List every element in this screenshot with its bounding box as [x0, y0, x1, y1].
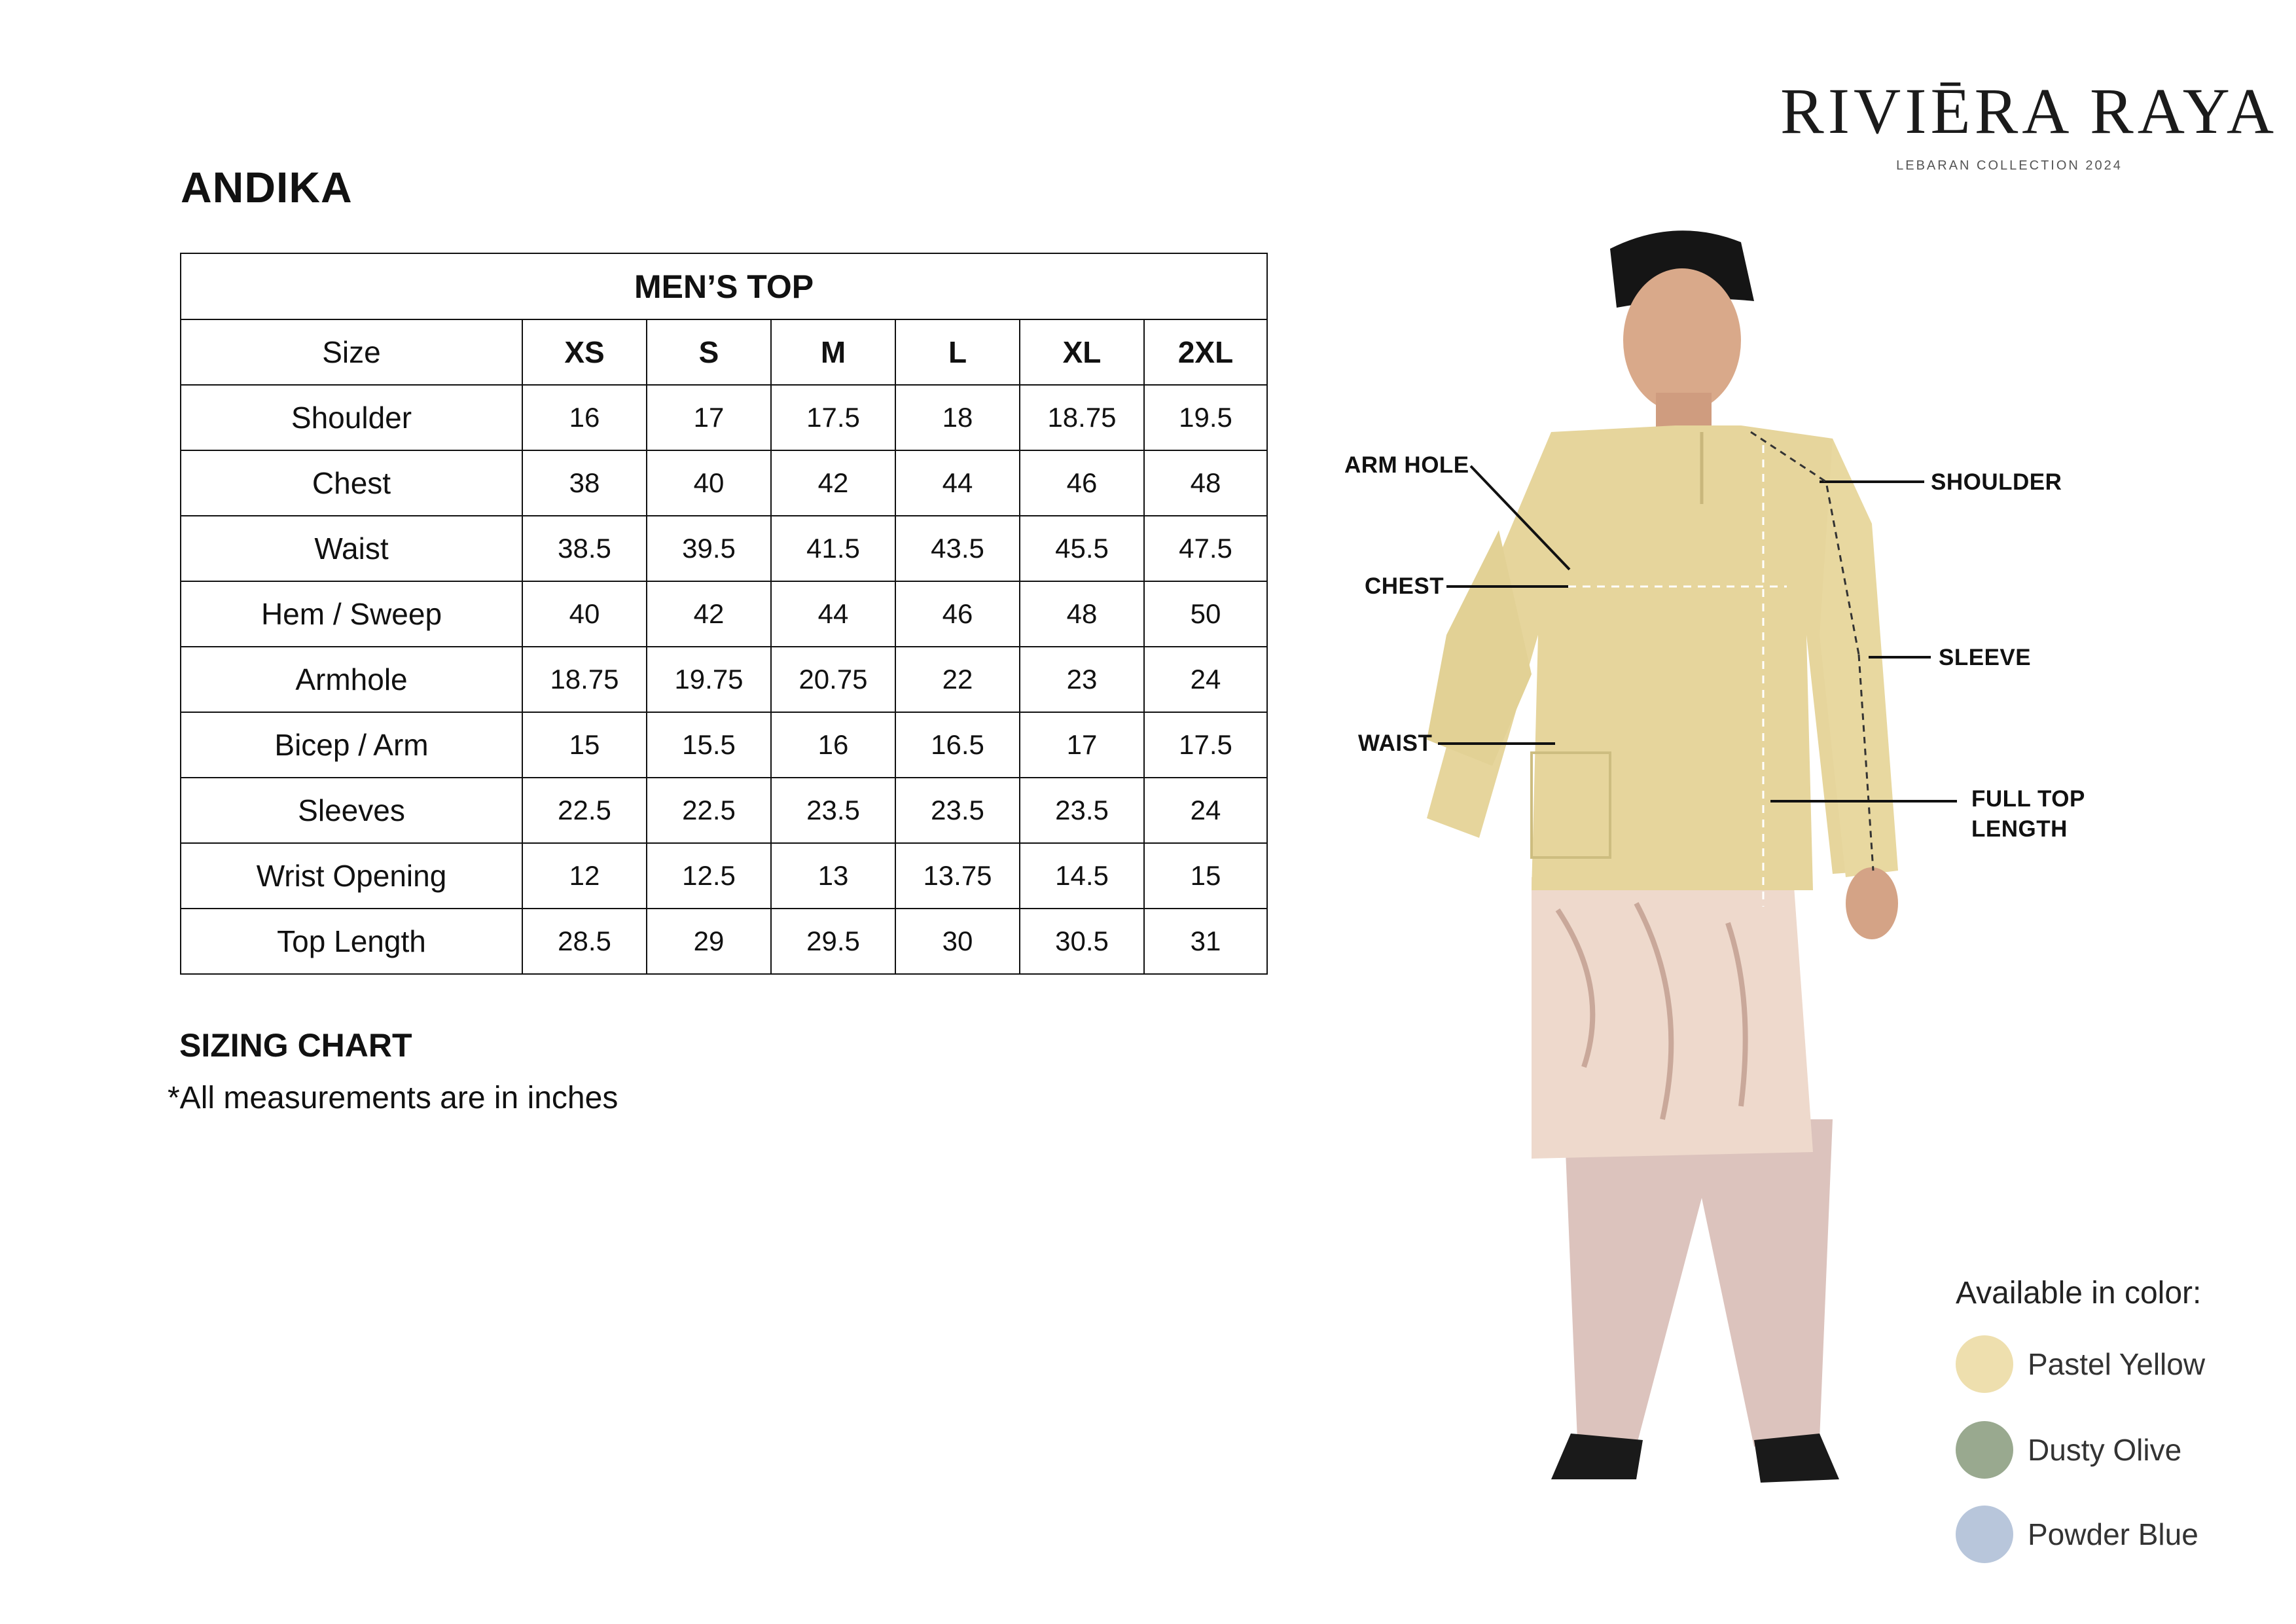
color-option [1956, 1506, 2198, 1563]
row-label: Wrist Opening [181, 843, 522, 909]
sizing-chart-title: SIZING CHART [179, 1027, 412, 1064]
measurement-cell: 39.5 [647, 516, 771, 581]
callout-shoulder: SHOULDER [1931, 469, 2062, 495]
measurement-cell: 42 [771, 450, 895, 516]
measurement-cell: 23.5 [1020, 778, 1144, 843]
callout-chest: CHEST [1365, 573, 1444, 599]
model-figure [1335, 216, 2094, 1525]
shoes [1551, 1434, 1643, 1479]
measurement-cell: 50 [1144, 581, 1267, 647]
measurement-cell: 15 [522, 712, 647, 778]
header-size: L [895, 319, 1020, 385]
measurement-cell: 23.5 [895, 778, 1020, 843]
table-title: MEN’S TOP [181, 253, 1267, 319]
color-option [1956, 1421, 2181, 1479]
color-name: Pastel Yellow [2028, 1347, 2206, 1381]
header-size-label: Size [181, 319, 522, 385]
measurement-cell: 12 [522, 843, 647, 909]
measurement-cell: 23 [1020, 647, 1144, 712]
callout-full-top-length [1971, 784, 2085, 844]
color-swatch [1956, 1421, 2013, 1479]
measurement-cell: 16.5 [895, 712, 1020, 778]
trousers [1564, 1119, 1833, 1447]
size-table [180, 253, 1268, 975]
measurement-cell: 23.5 [771, 778, 895, 843]
measurement-cell: 48 [1020, 581, 1144, 647]
measurement-cell: 17 [647, 385, 771, 450]
measurement-cell: 17.5 [771, 385, 895, 450]
table-row [181, 516, 1267, 581]
measurement-cell: 38.5 [522, 516, 647, 581]
measurement-cell: 28.5 [522, 909, 647, 974]
header-size: XL [1020, 319, 1144, 385]
measurement-cell: 24 [1144, 647, 1267, 712]
callout-sleeve: SLEEVE [1939, 645, 2032, 670]
measurement-cell: 18.75 [1020, 385, 1144, 450]
color-name: Dusty Olive [2028, 1433, 2182, 1467]
measurement-cell: 15.5 [647, 712, 771, 778]
measurement-cell: 12.5 [647, 843, 771, 909]
measurement-cell: 17 [1020, 712, 1144, 778]
table-row [181, 385, 1267, 450]
measurement-cell: 31 [1144, 909, 1267, 974]
callout-arm-hole: ARM HOLE [1344, 452, 1469, 478]
color-name: Powder Blue [2028, 1517, 2198, 1551]
measurement-cell: 16 [771, 712, 895, 778]
measurement-cell: 15 [1144, 843, 1267, 909]
measurement-cell: 22.5 [647, 778, 771, 843]
measurement-cell: 29.5 [771, 909, 895, 974]
callout-full-top-line2: LENGTH [1971, 816, 2068, 842]
row-label: Sleeves [181, 778, 522, 843]
table-body [181, 385, 1267, 974]
measurement-cell: 22.5 [522, 778, 647, 843]
measurement-cell: 42 [647, 581, 771, 647]
table-header-row [181, 319, 1267, 385]
measurement-cell: 38 [522, 450, 647, 516]
brand-logo [1780, 75, 2278, 173]
measurement-cell: 44 [895, 450, 1020, 516]
measurement-cell: 30.5 [1020, 909, 1144, 974]
row-label: Bicep / Arm [181, 712, 522, 778]
table-row [181, 581, 1267, 647]
measurement-cell: 20.75 [771, 647, 895, 712]
table-title-row [181, 253, 1267, 319]
measurement-cell: 14.5 [1020, 843, 1144, 909]
table-row [181, 778, 1267, 843]
callout-waist: WAIST [1358, 731, 1433, 756]
measurement-cell: 41.5 [771, 516, 895, 581]
row-label: Chest [181, 450, 522, 516]
row-label: Waist [181, 516, 522, 581]
measurement-note: *All measurements are in inches [168, 1081, 619, 1115]
color-option [1956, 1335, 2205, 1393]
table-row [181, 450, 1267, 516]
measurement-cell: 44 [771, 581, 895, 647]
measurement-cell: 46 [895, 581, 1020, 647]
measurement-cell: 13.75 [895, 843, 1020, 909]
measurement-cell: 18 [895, 385, 1020, 450]
measurement-cell: 46 [1020, 450, 1144, 516]
header-size: 2XL [1144, 319, 1267, 385]
color-swatch [1956, 1506, 2013, 1563]
shoes [1754, 1434, 1839, 1483]
measurement-cell: 40 [522, 581, 647, 647]
callout-full-top-line1: FULL TOP [1971, 786, 2085, 812]
measurement-cell: 43.5 [895, 516, 1020, 581]
row-label: Shoulder [181, 385, 522, 450]
header-size: M [771, 319, 895, 385]
measurement-cell: 47.5 [1144, 516, 1267, 581]
color-swatch [1956, 1335, 2013, 1393]
measurement-cell: 19.75 [647, 647, 771, 712]
brand-name: RIVIĒRA RAYA [1780, 75, 2278, 147]
row-label: Hem / Sweep [181, 581, 522, 647]
measurement-cell: 16 [522, 385, 647, 450]
brand-subtitle: LEBARAN COLLECTION 2024 [1896, 158, 2123, 173]
product-title: ANDIKA [181, 163, 353, 211]
table-row [181, 647, 1267, 712]
measurement-cell: 22 [895, 647, 1020, 712]
measurement-cell: 17.5 [1144, 712, 1267, 778]
measurement-cell: 29 [647, 909, 771, 974]
table-row [181, 712, 1267, 778]
available-colors-title: Available in color: [1956, 1276, 2202, 1310]
measurement-cell: 18.75 [522, 647, 647, 712]
head [1623, 268, 1741, 412]
measurement-cell: 24 [1144, 778, 1267, 843]
measurement-cell: 48 [1144, 450, 1267, 516]
measurement-cell: 19.5 [1144, 385, 1267, 450]
header-size: XS [522, 319, 647, 385]
measurement-cell: 45.5 [1020, 516, 1144, 581]
measurement-cell: 30 [895, 909, 1020, 974]
measurement-cell: 40 [647, 450, 771, 516]
row-label: Armhole [181, 647, 522, 712]
measurement-cell: 13 [771, 843, 895, 909]
table-row [181, 843, 1267, 909]
hand [1846, 867, 1898, 939]
row-label: Top Length [181, 909, 522, 974]
header-size: S [647, 319, 771, 385]
table-row [181, 909, 1267, 974]
